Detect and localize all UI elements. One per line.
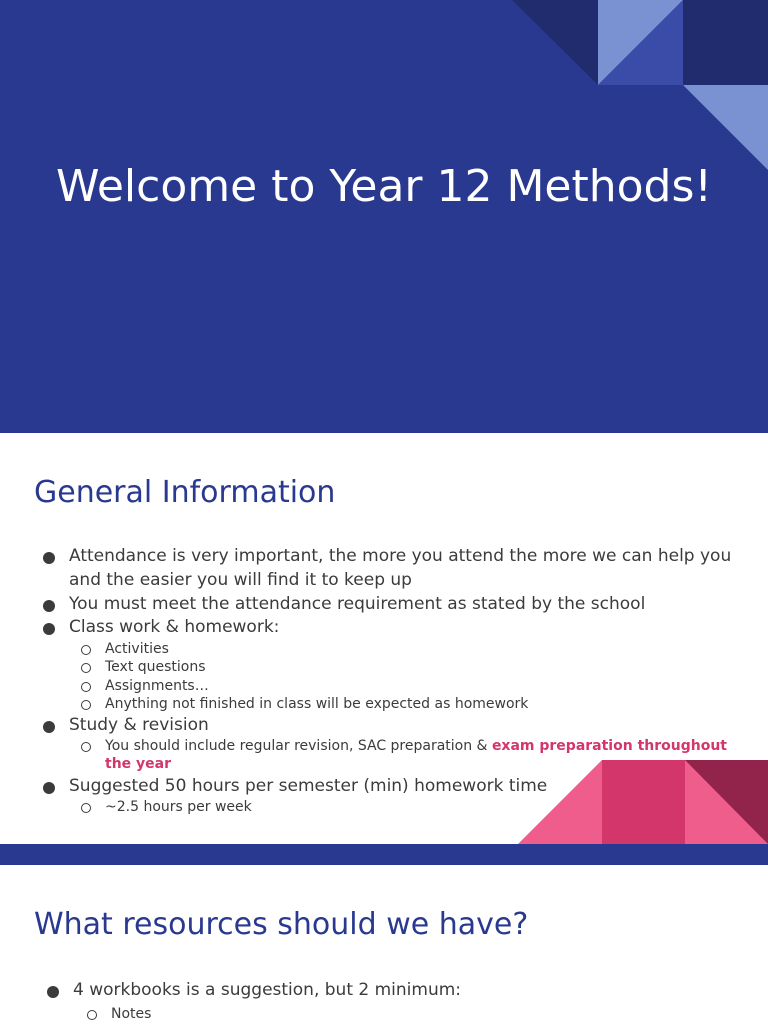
sub-list-item: Text questions (105, 658, 735, 676)
list-item: You must meet the attendance requirement as stated by the school (69, 593, 739, 617)
corner-decoration (0, 0, 768, 433)
corner-decoration (518, 760, 768, 844)
title-slide (0, 0, 768, 433)
resources-slide (0, 865, 768, 1024)
slide-divider (0, 844, 768, 865)
sub-list-item: Notes (111, 1005, 741, 1023)
list-item: 4 workbooks is a suggestion, but 2 minimum: (73, 979, 743, 1003)
dark-square (683, 0, 768, 85)
slide-heading: General Information (34, 475, 336, 510)
slide-heading: What resources should we have? (34, 907, 529, 942)
sub-list-item: ~2.5 hours per week (105, 798, 735, 816)
sub-list-item: Activities (105, 640, 735, 658)
list-item: Suggested 50 hours per semester (min) homework time (69, 775, 739, 799)
general-information-slide (0, 433, 768, 844)
pink-square (602, 760, 685, 844)
pink-triangle (518, 760, 602, 844)
light-lower-triangle (683, 85, 768, 170)
sub-item-text: You should include regular revision, SAC preparation & (105, 738, 492, 754)
list-item: Attendance is very important, the more you attend the more we can help you and the easier you will find it to keep up (69, 545, 739, 592)
slide-title: Welcome to Year 12 Methods! (55, 161, 713, 212)
sub-list-item: Anything not finished in class will be expected as homework (105, 695, 735, 713)
dark-triangle (512, 0, 598, 85)
sub-list-item: Assignments… (105, 677, 735, 695)
list-item: Class work & homework: (69, 616, 739, 640)
list-item: Study & revision (69, 714, 739, 738)
highlight-text: exam preparation throughout the year (105, 738, 727, 772)
